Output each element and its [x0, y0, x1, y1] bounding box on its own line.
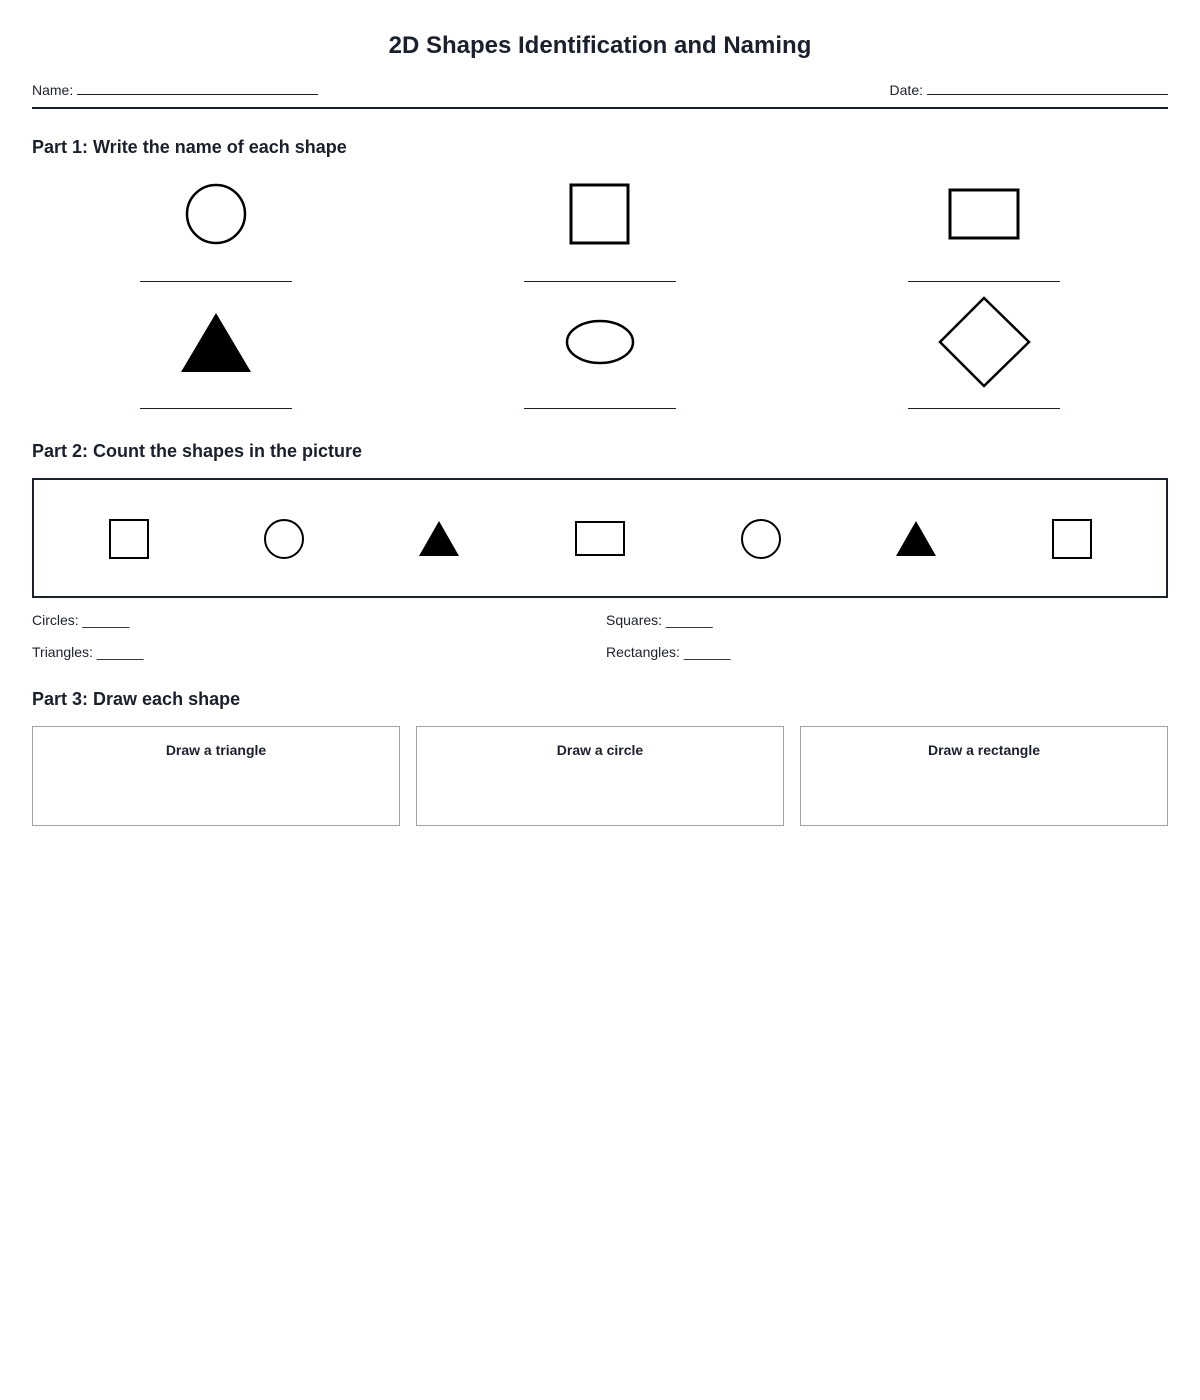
rectangles-count[interactable]: Rectangles: ______ — [606, 644, 731, 660]
draw-box-circle[interactable] — [416, 726, 784, 826]
draw-box-label: Draw a rectangle — [927, 742, 1041, 758]
triangles-count[interactable]: Triangles: ______ — [32, 644, 144, 660]
header-divider — [32, 107, 1168, 109]
rectangle-shape — [948, 188, 1020, 240]
answer-line-rectangle[interactable] — [908, 281, 1060, 282]
part3-title: Part 3: Draw each shape — [32, 689, 241, 709]
name-blank-line[interactable] — [77, 80, 318, 95]
date-blank-line[interactable] — [927, 80, 1168, 95]
count-picture-box — [32, 478, 1168, 598]
answer-line-circle[interactable] — [140, 281, 292, 282]
answer-line-diamond[interactable] — [908, 408, 1060, 409]
date-field[interactable] — [890, 80, 1168, 98]
triangle-shape — [180, 312, 252, 374]
picture-square-2 — [1051, 518, 1093, 560]
squares-count[interactable]: Squares: ______ — [606, 612, 713, 628]
draw-box-label: Draw a circle — [556, 742, 644, 758]
answer-line-triangle[interactable] — [140, 408, 292, 409]
part2-title: Part 2: Count the shapes in the picture — [32, 441, 363, 461]
page-title: 2D Shapes Identification and Naming — [388, 32, 812, 59]
picture-square-1 — [108, 518, 150, 560]
draw-box-triangle[interactable] — [32, 726, 400, 826]
header-row — [32, 80, 1168, 100]
picture-triangle-1 — [418, 518, 460, 560]
name-label: Name: — [32, 82, 74, 98]
draw-box-label: Draw a triangle — [165, 742, 267, 758]
oval-shape — [564, 319, 636, 367]
circles-count[interactable]: Circles: ______ — [32, 612, 130, 628]
picture-triangle-2 — [895, 518, 937, 560]
picture-rectangle-1 — [574, 518, 626, 560]
diamond-shape — [938, 296, 1032, 390]
part1-title: Part 1: Write the name of each shape — [32, 137, 347, 157]
name-field[interactable] — [32, 80, 318, 98]
draw-box-rectangle[interactable] — [800, 726, 1168, 826]
picture-circle-1 — [263, 518, 305, 560]
circle-shape — [185, 183, 247, 245]
square-shape — [569, 183, 631, 245]
answer-line-oval[interactable] — [524, 408, 676, 409]
answer-line-square[interactable] — [524, 281, 676, 282]
picture-circle-2 — [740, 518, 782, 560]
date-label: Date: — [889, 82, 923, 98]
